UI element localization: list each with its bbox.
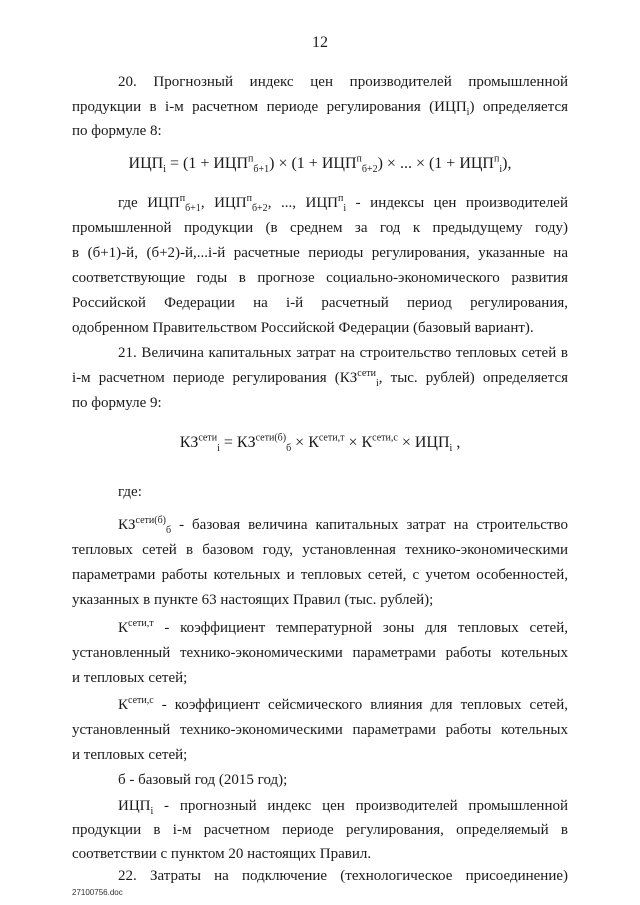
f9-term-1-sup: сети(б) [255, 432, 287, 444]
icp-symbol-sub: i [150, 806, 154, 817]
f8-lhs-sub: i [163, 164, 166, 176]
p20-line-1: 20. Прогнозный индекс цен производителей промышленной [118, 74, 568, 90]
p21-line-1: 21. Величина капитальных затрат на строительство тепловых сетей в [118, 345, 568, 361]
where9-kc-line-2: установленный технико-экономическими параметрами работы котельных [72, 722, 568, 738]
f8-term-1-sub: б+1 [253, 164, 270, 176]
kc-desc-1: - коэффициент сейсмического влияния для тепловых сетей, [153, 697, 568, 713]
f8-term-2-sub: б+2 [361, 164, 378, 176]
where9-kt-line-2: установленный технико-экономическими параметрами работы котельных [72, 645, 568, 661]
where8-text-d: - индексы цен производителей [346, 195, 568, 211]
icp-symbol: ИЦП [118, 798, 151, 814]
kz-desc-1: - базовая величина капитальных затрат на строительство [171, 517, 568, 533]
p20-line-3: по формуле 8: [72, 123, 162, 139]
where8-sup-1: п [179, 193, 186, 204]
where9-icp-line-2: продукции в i-м расчетном периоде регулирования, определяемый в [72, 822, 568, 838]
where8-text-c: , ..., ИЦП [267, 195, 338, 211]
f9-term-1: = КЗ [219, 434, 256, 451]
p21-line-2-end: , тыс. рублей) определяется [378, 370, 569, 386]
f9-term-3-sup: сети,с [372, 432, 398, 444]
p21-line-2 [72, 368, 568, 388]
f8-term-1-sup: п [248, 153, 254, 165]
f8-term-1: = (1 + ИЦП [165, 155, 249, 172]
p22-line-1: 22. Затраты на подключение (технологическое присоединение) [118, 868, 568, 884]
where9-kt-line-3: и тепловых сетей; [72, 670, 188, 686]
p20-line-2-end: ) определяется [469, 99, 568, 115]
formula-9 [0, 432, 640, 455]
p20-line-2-sub: i [466, 107, 470, 118]
p21-line-3: по формуле 9: [72, 395, 162, 411]
f8-lhs: ИЦП [128, 155, 164, 172]
where8-sub-3: i [343, 203, 347, 214]
f8-term-3-sup: п [493, 153, 500, 165]
where9-kz-line-3: параметрами работы котельных и тепловых сетей, с учетом особенностей, [72, 567, 568, 583]
p20-line-2-text: продукции в i-м расчетном периоде регулирования (ИЦП [72, 99, 467, 115]
formula-8 [0, 153, 640, 176]
f8-term-2-sup: п [356, 153, 362, 165]
kt-symbol: К [118, 620, 129, 636]
where8-line-3: в (б+1)-й, (б+2)-й,...i-й расчетные периоды регулирования, указанные на [72, 245, 568, 261]
where8-sub-2: б+2 [251, 203, 268, 214]
kz-symbol: КЗ [118, 517, 136, 533]
f9-term-3: × К [344, 434, 373, 451]
where9-kc-line-3: и тепловых сетей; [72, 747, 188, 763]
where8-text-b: , ИЦП [200, 195, 247, 211]
where8-line-4: соответствующие годы в прогнозе социально-экономического развития [72, 270, 568, 286]
where8-line-2: промышленной продукции (в среднем за год к предыдущему году) [72, 220, 568, 236]
kz-symbol-sup: сети(б) [135, 515, 166, 526]
f8-term-3: ) × ... × (1 + ИЦП [377, 155, 494, 172]
p20-line-2 [72, 97, 568, 117]
kz-symbol-sub: б [166, 525, 172, 536]
p21-line-2-text: i-м расчетном периоде регулирования (КЗ [72, 370, 358, 386]
icp-desc-1: - прогнозный индекс цен производителей промышленной [153, 798, 568, 814]
where8-line-1 [118, 193, 568, 213]
f9-term-2-sup: сети,т [318, 432, 345, 444]
kc-symbol: К [118, 697, 129, 713]
f9-lhs-sub: i [217, 443, 220, 455]
where8-sub-1: б+1 [185, 203, 201, 214]
where9-kt-line-1 [118, 618, 568, 638]
where8-sup-2: п [246, 193, 252, 204]
kt-symbol-sup: сети,т [128, 618, 154, 629]
kt-desc-1: - коэффициент температурной зоны для тепловых сетей, [153, 620, 568, 636]
f9-term-4: × ИЦП [397, 434, 450, 451]
where9-kc-line-1 [118, 695, 568, 715]
f8-end: ), [502, 155, 512, 172]
f9-lhs-sup: сети [198, 432, 218, 444]
f9-term-4-sub: i [449, 443, 453, 455]
where8-line-5: Российской Федерации на i-й расчетный период регулирования, [72, 295, 568, 311]
where9-kz-line-2: тепловых сетей в базовом году, установленная технико-экономическими [72, 542, 568, 558]
f9-lhs: КЗ [179, 434, 199, 451]
footer-filename: 27100756.doc [72, 888, 123, 897]
where8-line-6: одобренном Правительством Российской Федерации (базовый вариант). [72, 320, 534, 336]
p21-line-2-sub: i [376, 378, 379, 389]
where9-icp-line-3: соответствии с пунктом 20 настоящих Правил. [72, 846, 372, 862]
where9-base-year: б - базовый год (2015 год); [118, 772, 288, 788]
where9-gde: где: [118, 484, 142, 500]
f8-term-3-sub: i [499, 164, 503, 176]
f9-term-1-sub: б [286, 443, 292, 455]
f9-term-2: × К [291, 434, 319, 451]
where8-text-a: где ИЦП [118, 195, 180, 211]
f8-term-2: ) × (1 + ИЦП [269, 155, 357, 172]
page-number: 12 [312, 34, 328, 51]
where9-kz-line-4: указанных в пункте 63 настоящих Правил (тыс. рублей); [72, 592, 434, 608]
kc-symbol-sup: сети,с [128, 695, 154, 706]
p21-line-2-sup: сети [357, 368, 377, 379]
where8-sup-3: п [337, 193, 344, 204]
where9-kz-line-1 [118, 515, 568, 535]
f9-end: , [452, 434, 461, 451]
where9-icp-line-1 [118, 796, 568, 816]
